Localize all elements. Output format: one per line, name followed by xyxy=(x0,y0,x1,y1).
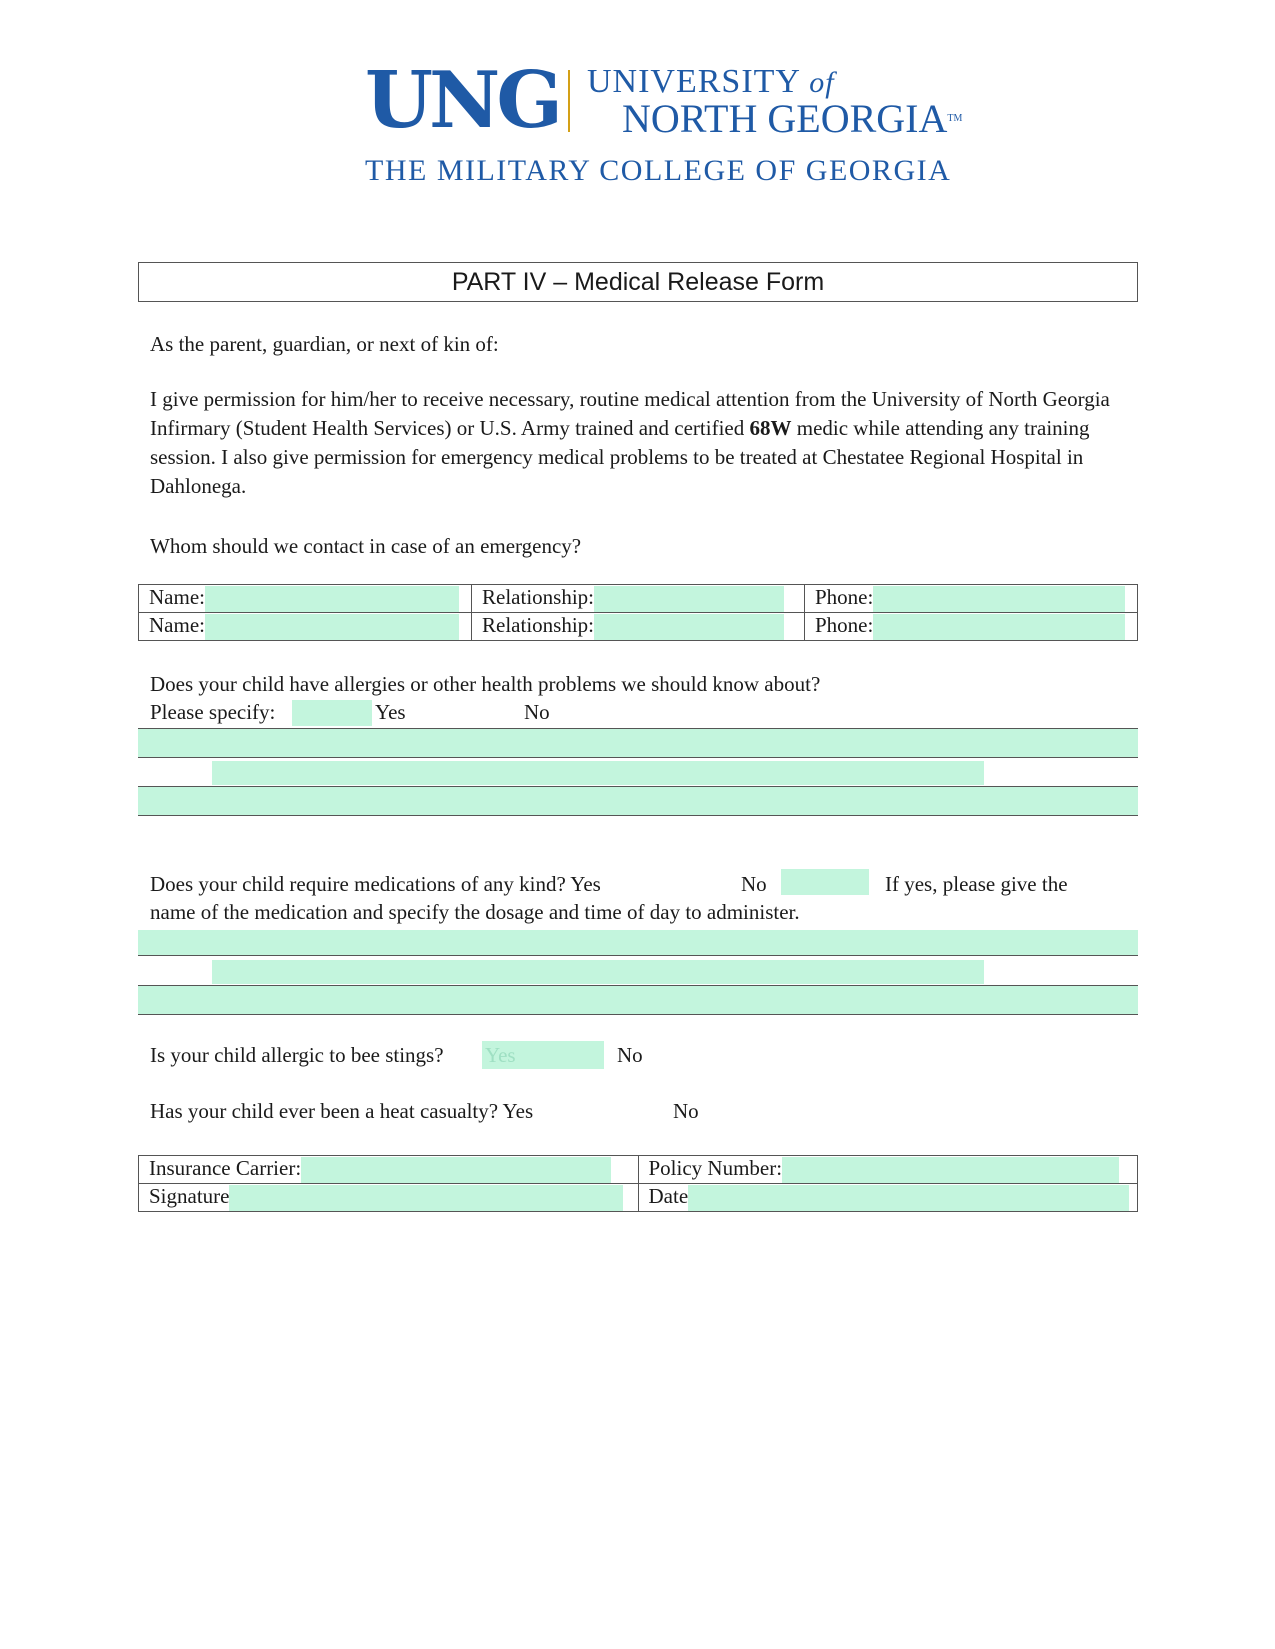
allergies-yes[interactable]: Yes xyxy=(375,700,406,724)
heat-no[interactable]: No xyxy=(673,1099,699,1123)
contact-relationship-field[interactable] xyxy=(594,614,784,640)
table-row xyxy=(139,613,1138,641)
contact-phone-cell[interactable]: Phone: xyxy=(805,585,1138,613)
medications-checkbox-field[interactable] xyxy=(781,869,869,895)
signature-cell[interactable]: Signature xyxy=(139,1184,639,1212)
logo-tagline: THE MILITARY COLLEGE OF GEORGIA xyxy=(365,154,952,187)
contact-relationship-field[interactable] xyxy=(594,586,784,612)
contact-name-field[interactable] xyxy=(205,586,459,612)
contact-phone-cell[interactable]: Phone: xyxy=(805,613,1138,641)
allergies-no[interactable]: No xyxy=(524,700,550,724)
logo-ung-wordmark: UNG xyxy=(365,55,559,146)
policy-number-cell[interactable]: Policy Number: xyxy=(638,1156,1138,1184)
contact-name-cell[interactable]: Name: xyxy=(139,585,472,613)
logo-divider xyxy=(568,70,570,132)
allergies-question: Does your child have allergies or other health problems we should know about? xyxy=(150,672,821,696)
heat-question: Has your child ever been a heat casualty? Yes xyxy=(150,1099,534,1123)
allergies-line-3[interactable] xyxy=(138,787,1138,815)
date-field[interactable] xyxy=(688,1185,1129,1211)
contact-phone-field[interactable] xyxy=(873,586,1125,612)
medications-line-3[interactable] xyxy=(138,986,1138,1014)
signature-field[interactable] xyxy=(229,1185,623,1211)
logo-university: UNIVERSITY of xyxy=(587,63,835,100)
insurance-carrier-field[interactable] xyxy=(301,1157,611,1183)
date-cell[interactable]: Date xyxy=(638,1184,1138,1212)
medications-no[interactable]: No xyxy=(741,872,767,896)
bee-no[interactable]: No xyxy=(617,1043,643,1067)
contact-relationship-cell[interactable]: Relationship: xyxy=(472,613,805,641)
medications-followup-a: If yes, please give the xyxy=(885,872,1068,896)
allergies-line-2[interactable] xyxy=(212,761,984,785)
allergies-checkbox-field[interactable] xyxy=(292,700,372,726)
form-title: PART IV – Medical Release Form xyxy=(138,262,1138,302)
contact-relationship-cell[interactable]: Relationship: xyxy=(472,585,805,613)
bee-answer-value[interactable]: Yes xyxy=(485,1043,516,1067)
table-row xyxy=(139,1184,1138,1212)
intro-text: As the parent, guardian, or next of kin of: xyxy=(150,332,499,356)
emergency-contacts-table xyxy=(138,584,1138,641)
medications-line-2[interactable] xyxy=(212,960,984,984)
certification-code: 68W xyxy=(749,416,792,440)
contact-name-cell[interactable]: Name: xyxy=(139,613,472,641)
contact-phone-field[interactable] xyxy=(873,614,1125,640)
logo-north-georgia: NORTH GEORGIA™ xyxy=(622,96,963,141)
bee-question: Is your child allergic to bee stings? xyxy=(150,1043,444,1067)
table-row xyxy=(139,1156,1138,1184)
allergies-specify-label: Please specify: xyxy=(150,700,276,724)
medications-question: Does your child require medications of any kind? Yes xyxy=(150,872,601,896)
table-row xyxy=(139,585,1138,613)
medications-followup-b: name of the medication and specify the dosage and time of day to administer. xyxy=(150,900,800,924)
emergency-question: Whom should we contact in case of an emergency? xyxy=(150,534,582,558)
policy-number-field[interactable] xyxy=(782,1157,1119,1183)
contact-name-field[interactable] xyxy=(205,614,459,640)
insurance-table xyxy=(138,1155,1138,1212)
permission-paragraph: I give permission for him/her to receive necessary, routine medical attention from the University of North Georgia Infirmary (Student Health Services) or U.S. Army trained and certified 68W medic while attending any training session. I also give permission for emergency medical problems to be treated at Chestatee Regional Hospital in Dahlonega. xyxy=(150,387,1110,498)
insurance-carrier-cell[interactable]: Insurance Carrier: xyxy=(139,1156,639,1184)
ung-logo xyxy=(365,55,965,192)
allergies-line-1[interactable] xyxy=(138,729,1138,757)
medications-line-1[interactable] xyxy=(138,930,1138,955)
